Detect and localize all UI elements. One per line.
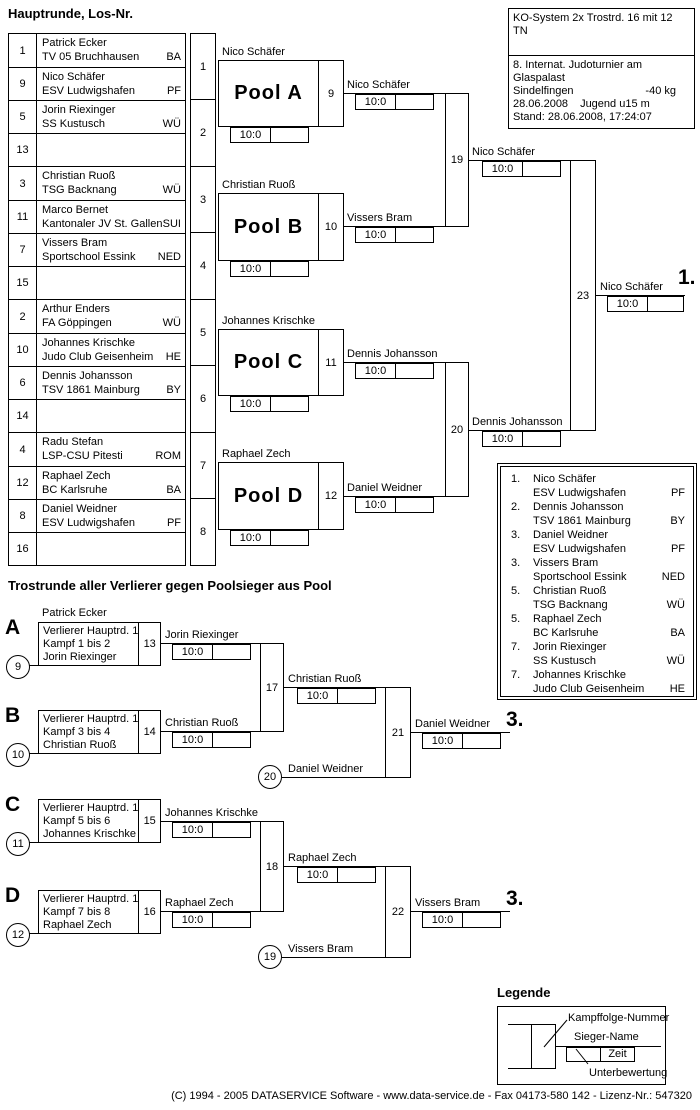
legend-label: Unterbewertung: [589, 1067, 668, 1079]
fighter-region: ROM: [155, 450, 181, 462]
pool-label: Pool D: [233, 484, 304, 507]
table-row: [9, 333, 185, 366]
fighter-club: TSV 1861 Mainburg: [42, 384, 140, 396]
fighter-club: TSG Backnang: [533, 599, 608, 611]
legend-label: Kampffolge-Nummer: [568, 1012, 670, 1024]
score-box: [482, 431, 561, 447]
draw-table-quad: [8, 299, 186, 433]
placement-list: [500, 466, 694, 697]
loser-source-circle: 20: [258, 765, 282, 789]
legend-title: Legende: [497, 985, 551, 1000]
tournament-info-box: [508, 8, 695, 129]
copyright-footer: (C) 1994 - 2005 DATASERVICE Software - www.data-service.de - Fax 04173-580 142 - Lizenz-Nr.: 547320: [171, 1090, 692, 1102]
fighter-club: Kantonaler JV St. Gallen: [42, 218, 163, 230]
winner-name: Christian Ruoß: [288, 673, 362, 685]
ko-system-line: KO-System 2x Trostrd. 16 mit 12 TN: [509, 9, 694, 56]
fighter-club: Judo Club Geisenheim: [533, 683, 645, 695]
match-connector-box: [385, 866, 411, 958]
fighter-name: Christian Ruoß: [42, 170, 116, 182]
winner-name: Vissers Bram: [415, 897, 481, 909]
score-empty-cell: [338, 688, 376, 704]
entrant-name: Vissers Bram: [288, 943, 354, 955]
entry-line: Raphael Zech: [43, 919, 112, 931]
score-value: 10:0: [607, 296, 648, 312]
entry-line: Verlierer Hauptrd. 1: [43, 625, 139, 637]
draw-table-quad: [8, 432, 186, 566]
placement-rank: 3.: [511, 529, 521, 541]
event-name: 8. Internat. Judoturnier am Glaspalast: [513, 59, 643, 84]
section-letter: C: [5, 793, 21, 816]
match-number: 17: [265, 681, 279, 694]
fighter-name: Jorin Riexinger: [533, 641, 607, 653]
pool-label: Pool A: [234, 82, 303, 104]
stand-timestamp: Stand: 28.06.2008, 17:24:07: [513, 111, 652, 123]
score-value: 10:0: [230, 396, 271, 412]
fighter-club: TV 05 Bruchhausen: [42, 51, 140, 63]
fighter-name: Jorin Riexinger: [42, 104, 116, 116]
fighter-region: PF: [166, 517, 181, 529]
match-number: 7: [199, 459, 207, 472]
score-empty-cell: [463, 733, 501, 749]
match-number: 10: [318, 194, 343, 260]
legend-score-box: [566, 1047, 635, 1062]
match-number-column: [190, 299, 216, 433]
entry-line: Christian Ruoß: [43, 739, 117, 751]
table-row: [9, 499, 185, 532]
placement-entry: [511, 584, 685, 612]
placement-rank: 2.: [511, 501, 521, 513]
match-number: 23: [576, 289, 590, 302]
fighter-name: Vissers Bram: [42, 237, 108, 249]
lot-number: 3: [9, 167, 37, 200]
fighter-name: Dennis Johansson: [533, 501, 624, 513]
score-box: [172, 644, 251, 660]
score-empty-cell: [396, 497, 434, 513]
placement-rank: 3.: [511, 557, 521, 569]
fighter-region: BY: [670, 515, 685, 527]
table-row: [9, 532, 185, 565]
table-row: [9, 300, 185, 333]
legend-subscore-cell: [566, 1047, 601, 1062]
score-box: [230, 396, 309, 412]
fighter-region: PF: [670, 487, 685, 499]
loser-source-circle: 19: [258, 945, 282, 969]
fighter-club: FA Göppingen: [42, 317, 112, 329]
fighter-region: WÜ: [162, 317, 181, 329]
fighter-region: WÜ: [666, 599, 685, 611]
score-empty-cell: [648, 296, 684, 312]
score-value: 10:0: [230, 530, 271, 546]
fighter-name: Raphael Zech: [42, 470, 111, 482]
lot-number: 16: [9, 533, 37, 565]
score-box: [422, 912, 501, 928]
score-box: [607, 296, 684, 312]
table-row: [9, 433, 185, 466]
fighter-club: Sportschool Essink: [42, 251, 136, 263]
entrant-name: Daniel Weidner: [288, 763, 364, 775]
fighter-name: Marco Bernet: [42, 204, 109, 216]
match-number: 14: [138, 711, 160, 753]
match-number-column: [190, 33, 216, 167]
lot-number: 2: [9, 300, 37, 333]
fighter-club: ESV Ludwigshafen: [42, 517, 135, 529]
score-value: 10:0: [172, 732, 213, 748]
fighter-name: Raphael Zech: [533, 613, 602, 625]
placement-entry: [511, 556, 685, 584]
match-connector-box: [260, 821, 284, 912]
match-number: 6: [191, 365, 215, 432]
lot-number: 1: [9, 34, 37, 67]
bracket-line: [282, 957, 385, 958]
match-connector-box: [570, 160, 596, 431]
entry-line: Verlierer Hauptrd. 1: [43, 802, 139, 814]
lot-number: 13: [9, 134, 37, 166]
fighter-name: Nico Schäfer: [533, 473, 596, 485]
score-value: 10:0: [422, 733, 463, 749]
match-number: 8: [191, 498, 215, 565]
match-connector-box: [385, 687, 411, 778]
match-number: 19: [450, 154, 464, 166]
loser-source-circle: 11: [6, 832, 30, 856]
fighter-club: ESV Ludwigshafen: [42, 85, 135, 97]
score-value: 10:0: [297, 867, 338, 883]
match-connector-box: [445, 362, 469, 497]
match-connector-box: [260, 643, 284, 732]
score-value: 10:0: [355, 94, 396, 110]
fighter-region: WÜ: [666, 655, 685, 667]
score-empty-cell: [396, 94, 434, 110]
table-row: [9, 200, 185, 233]
legend-connector-box: [531, 1024, 556, 1069]
lot-number: 4: [9, 433, 37, 466]
winner-name: Raphael Zech: [165, 897, 234, 909]
lot-number: 12: [9, 467, 37, 499]
loser-source-circle: 12: [6, 923, 30, 947]
entry-line: Kampf 1 bis 2: [43, 638, 111, 650]
legend-time-cell: Zeit: [601, 1047, 635, 1062]
match-number: 2: [191, 99, 215, 166]
loser-source-circle: 9: [6, 655, 30, 679]
winner-name: Nico Schäfer: [347, 79, 410, 91]
lot-number: 14: [9, 400, 37, 432]
score-empty-cell: [271, 261, 309, 277]
placement-entry: [511, 500, 685, 528]
placement-list-box: [497, 463, 697, 700]
placement-rank: 5.: [511, 613, 521, 625]
score-value: 10:0: [172, 644, 213, 660]
score-box: [172, 822, 251, 838]
draw-table-quad: [8, 166, 186, 300]
winner-name: Jorin Riexinger: [165, 629, 239, 641]
score-empty-cell: [523, 431, 561, 447]
fighter-region: BA: [166, 484, 181, 496]
fighter-name: Daniel Weidner: [42, 503, 118, 515]
placement-rank: 1.: [678, 266, 696, 289]
winner-name: Nico Schäfer: [472, 146, 535, 158]
score-empty-cell: [213, 732, 251, 748]
winner-name: Daniel Weidner: [347, 482, 423, 494]
winner-name: Raphael Zech: [288, 852, 357, 864]
fighter-name: Vissers Bram: [533, 557, 599, 569]
score-value: 10:0: [172, 822, 213, 838]
table-row: [9, 34, 185, 67]
pool-box: [218, 193, 344, 261]
score-box: [230, 261, 309, 277]
fighter-name: Johannes Krischke: [42, 337, 135, 349]
fighter-region: WÜ: [162, 184, 181, 196]
fighter-club: SS Kustusch: [533, 655, 596, 667]
winner-name: Nico Schäfer: [222, 46, 285, 58]
fighter-name: Arthur Enders: [42, 303, 110, 315]
score-value: 10:0: [482, 431, 523, 447]
fighter-region: PF: [670, 543, 685, 555]
score-box: [297, 867, 376, 883]
fighter-name: Daniel Weidner: [533, 529, 609, 541]
fighter-club: BC Karlsruhe: [533, 627, 599, 639]
fighter-club: LSP-CSU Pitesti: [42, 450, 123, 462]
placement-rank: 7.: [511, 669, 521, 681]
fighter-region: WÜ: [162, 118, 181, 130]
fighter-region: HE: [165, 351, 181, 363]
score-box: [355, 227, 434, 243]
repechage-entry-box: [38, 799, 161, 843]
lot-number: 7: [9, 234, 37, 266]
table-row: [9, 133, 185, 166]
match-number: 5: [199, 326, 207, 339]
fighter-region: BY: [166, 384, 181, 396]
placement-entry: [511, 528, 685, 556]
fighter-name: Christian Ruoß: [533, 585, 607, 597]
lot-number: 9: [9, 68, 37, 100]
section-letter: D: [5, 884, 21, 907]
match-number: 22: [391, 906, 405, 918]
score-empty-cell: [271, 127, 309, 143]
score-value: 10:0: [230, 261, 271, 277]
entry-line: Kampf 3 bis 4: [43, 726, 111, 738]
event-info: [509, 56, 694, 128]
pool-label: Pool B: [233, 215, 304, 238]
match-number: 20: [450, 423, 464, 436]
match-connector-box: [445, 93, 469, 227]
lot-number: 10: [9, 334, 37, 366]
pool-box: [218, 60, 344, 127]
score-empty-cell: [271, 396, 309, 412]
fighter-region: BA: [670, 627, 685, 639]
fighter-club: Sportschool Essink: [533, 571, 627, 583]
table-row: [9, 366, 185, 399]
fighter-name: Johannes Krischke: [533, 669, 626, 681]
fighter-club: ESV Ludwigshafen: [533, 543, 626, 555]
score-empty-cell: [271, 530, 309, 546]
placement-rank: 5.: [511, 585, 521, 597]
entry-line: Johannes Krischke: [43, 828, 136, 840]
placement-entry: [511, 668, 685, 696]
section-letter: A: [5, 616, 21, 639]
score-box: [482, 161, 561, 177]
score-box: [172, 912, 251, 928]
table-row: [9, 399, 185, 432]
score-value: 10:0: [297, 688, 338, 704]
match-number: 15: [138, 800, 160, 842]
pool-box: [218, 462, 344, 530]
winner-name: Raphael Zech: [222, 448, 291, 460]
winner-name: Johannes Krischke: [165, 807, 258, 819]
placement-rank: 3.: [506, 887, 524, 910]
placement-rank: 7.: [511, 641, 521, 653]
legend-line: [508, 1024, 531, 1025]
fighter-club: Judo Club Geisenheim: [42, 351, 154, 363]
fighter-club: BC Karlsruhe: [42, 484, 108, 496]
repechage-entry-box: [38, 890, 161, 934]
weight-class: -40 kg: [645, 85, 676, 97]
score-box: [230, 530, 309, 546]
fighter-club: TSV 1861 Mainburg: [533, 515, 631, 527]
score-value: 10:0: [482, 161, 523, 177]
score-empty-cell: [523, 161, 561, 177]
entrant-name: Patrick Ecker: [42, 607, 107, 619]
match-number-column: [190, 432, 216, 566]
fighter-region: NED: [661, 571, 685, 583]
placement-entry: [511, 640, 685, 668]
winner-name: Christian Ruoß: [222, 179, 296, 191]
score-value: 10:0: [355, 227, 396, 243]
legend-line: [508, 1068, 531, 1069]
table-row: [9, 67, 185, 100]
fighter-club: ESV Ludwigshafen: [533, 487, 626, 499]
score-empty-cell: [213, 644, 251, 660]
repechage-entry-box: [38, 622, 161, 666]
event-date: 28.06.2008: [513, 98, 569, 110]
match-number: 18: [265, 860, 279, 873]
score-value: 10:0: [230, 127, 271, 143]
fighter-name: Patrick Ecker: [42, 37, 107, 49]
table-row: [9, 233, 185, 266]
entry-line: Verlierer Hauptrd. 1: [43, 713, 139, 725]
table-row: [9, 266, 185, 299]
score-value: 10:0: [422, 912, 463, 928]
fighter-name: Dennis Johansson: [42, 370, 133, 382]
placement-rank: 1.: [511, 473, 521, 485]
repechage-entry-box: [38, 710, 161, 754]
fighter-name: Radu Stefan: [42, 436, 104, 448]
winner-name: Daniel Weidner: [415, 718, 491, 730]
main-round-title: Hauptrunde, Los-Nr.: [8, 6, 133, 21]
score-box: [355, 497, 434, 513]
lot-number: 5: [9, 101, 37, 133]
placement-entry: [511, 472, 685, 500]
score-empty-cell: [396, 227, 434, 243]
match-number-column: [190, 166, 216, 300]
entry-line: Kampf 7 bis 8: [43, 906, 111, 918]
entry-line: Jorin Riexinger: [43, 651, 117, 663]
match-number: 16: [138, 891, 160, 933]
match-number: 13: [138, 623, 160, 665]
score-box: [355, 94, 434, 110]
score-box: [230, 127, 309, 143]
draw-table-quad: [8, 33, 186, 167]
match-number: 21: [391, 726, 405, 739]
fighter-region: BA: [166, 51, 181, 63]
fighter-region: NED: [157, 251, 181, 263]
lot-number: 11: [9, 201, 37, 233]
placement-rank: 3.: [506, 708, 524, 731]
entry-line: Verlierer Hauptrd. 1: [43, 893, 139, 905]
match-number: 4: [191, 232, 215, 299]
score-box: [355, 363, 434, 379]
winner-name: Vissers Bram: [347, 212, 413, 224]
legend-label: Sieger-Name: [574, 1031, 639, 1043]
pool-box: [218, 329, 344, 396]
bracket-line: [282, 777, 385, 778]
fighter-region: PF: [166, 85, 181, 97]
score-box: [172, 732, 251, 748]
lot-number: 8: [9, 500, 37, 532]
fighter-region: SUI: [162, 218, 181, 230]
match-number: 11: [318, 330, 343, 395]
entry-line: Kampf 5 bis 6: [43, 815, 111, 827]
legend-box: [497, 1006, 670, 1085]
score-value: 10:0: [172, 912, 213, 928]
match-number: 1: [199, 60, 207, 73]
match-number: 3: [199, 193, 207, 206]
table-row: [9, 466, 185, 499]
score-box: [422, 733, 501, 749]
score-box: [297, 688, 376, 704]
section-letter: B: [5, 704, 21, 727]
winner-name: Johannes Krischke: [222, 315, 315, 327]
age-group: Jugend u15 m: [580, 98, 650, 110]
winner-name: Dennis Johansson: [347, 348, 438, 360]
winner-name: Dennis Johansson: [472, 416, 563, 428]
score-empty-cell: [213, 912, 251, 928]
score-empty-cell: [338, 867, 376, 883]
event-location: Sindelfingen: [513, 85, 574, 97]
placement-entry: [511, 612, 685, 640]
lot-number: 15: [9, 267, 37, 299]
fighter-club: TSG Backnang: [42, 184, 117, 196]
match-number: 9: [318, 61, 343, 126]
score-value: 10:0: [355, 363, 396, 379]
table-row: [9, 100, 185, 133]
fighter-name: Nico Schäfer: [42, 71, 105, 83]
score-empty-cell: [396, 363, 434, 379]
score-empty-cell: [463, 912, 501, 928]
fighter-region: HE: [669, 683, 685, 695]
lot-number: 6: [9, 367, 37, 399]
winner-name: Nico Schäfer: [600, 281, 663, 293]
fighter-club: SS Kustusch: [42, 118, 105, 130]
match-number: 12: [318, 463, 343, 529]
winner-name: Christian Ruoß: [165, 717, 239, 729]
loser-source-circle: 10: [6, 743, 30, 767]
table-row: [9, 167, 185, 200]
repechage-title: Trostrunde aller Verlierer gegen Poolsieger aus Pool: [8, 578, 332, 593]
pool-label: Pool C: [233, 351, 304, 373]
score-value: 10:0: [355, 497, 396, 513]
score-empty-cell: [213, 822, 251, 838]
